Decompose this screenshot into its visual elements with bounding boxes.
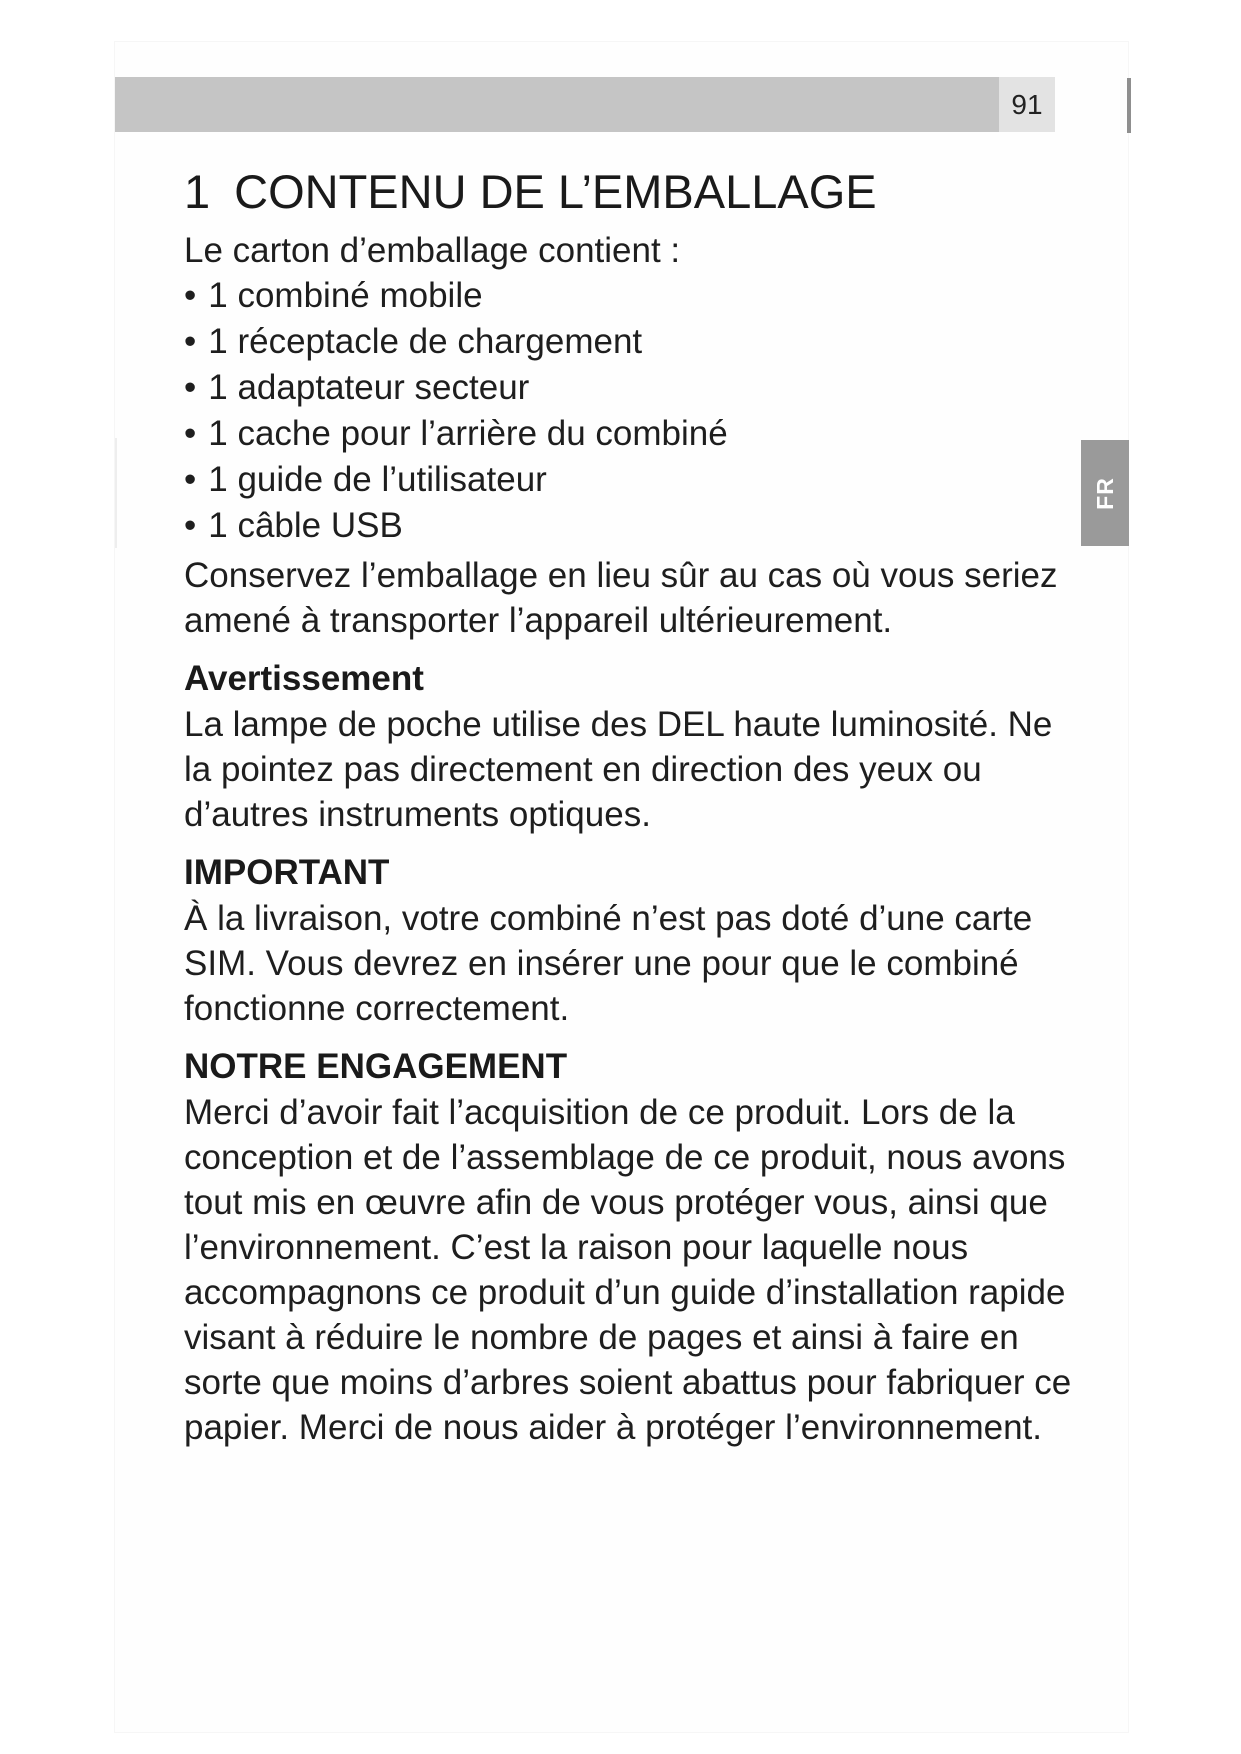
- list-item-text: 1 câble USB: [208, 506, 403, 545]
- list-item-text: 1 cache pour l’arrière du combiné: [208, 414, 728, 453]
- list-item-text: 1 réceptacle de chargement: [208, 322, 643, 361]
- commitment-heading: NOTRE ENGAGEMENT: [184, 1047, 568, 1086]
- list-item: [184, 411, 1084, 457]
- section-title: [184, 160, 1084, 224]
- commitment-text: Merci d’avoir fait l’acquisition de ce produit. Lors de la conception et de l’assemblage de ce produit, nous avons tout mis en œuvre afin de vous protéger vous, ainsi que l’environnement. C’est la raison pour laquelle nous accompagnons ce produit d’un guide d’installation rapide visant à réduire le nombre de pages et ainsi à faire en sorte que moins d’arbres soient abattus pour fabriquer ce papier. Merci de nous aider à protéger l’environnement.: [184, 1093, 1072, 1447]
- packaging-note: Conservez l’emballage en lieu sûr au cas où vous seriez amené à transporter l’appareil ultérieurement.: [184, 556, 1058, 640]
- page-number: 91: [999, 77, 1055, 132]
- language-tab: [1081, 440, 1129, 546]
- list-item: [184, 457, 1084, 503]
- important-heading: IMPORTANT: [184, 853, 390, 892]
- list-item: [184, 273, 1084, 319]
- warning-heading: Avertissement: [184, 659, 424, 698]
- warning-text: La lampe de poche utilise des DEL haute luminosité. Ne la pointez pas directement en direction des yeux ou d’autres instruments optiques.: [184, 705, 1053, 834]
- list-item: [184, 503, 1084, 549]
- bullet-icon: •: [184, 414, 197, 453]
- page-content: [184, 160, 1084, 1450]
- list-item-text: 1 guide de l’utilisateur: [208, 460, 547, 499]
- important-text: À la livraison, votre combiné n’est pas doté d’une carte SIM. Vous devrez en insérer une pour que le combiné fonctionne correctement.: [184, 899, 1033, 1028]
- bullet-icon: •: [184, 506, 197, 545]
- contents-list: [184, 273, 1084, 549]
- bullet-icon: •: [184, 276, 197, 315]
- list-item: [184, 319, 1084, 365]
- bullet-icon: •: [184, 322, 197, 361]
- margin-mark: [115, 438, 117, 548]
- bullet-icon: •: [184, 460, 197, 499]
- list-item-text: 1 combiné mobile: [208, 276, 483, 315]
- edge-rule: [1127, 78, 1131, 133]
- list-item: [184, 365, 1084, 411]
- language-tab-label: FR: [1091, 476, 1118, 510]
- list-item-text: 1 adaptateur secteur: [208, 368, 530, 407]
- section-number: 1: [184, 165, 211, 218]
- section-title-text: CONTENU DE L’EMBALLAGE: [234, 165, 877, 218]
- contents-intro: Le carton d’emballage contient :: [184, 231, 681, 270]
- header-bar: [115, 77, 999, 132]
- bullet-icon: •: [184, 368, 197, 407]
